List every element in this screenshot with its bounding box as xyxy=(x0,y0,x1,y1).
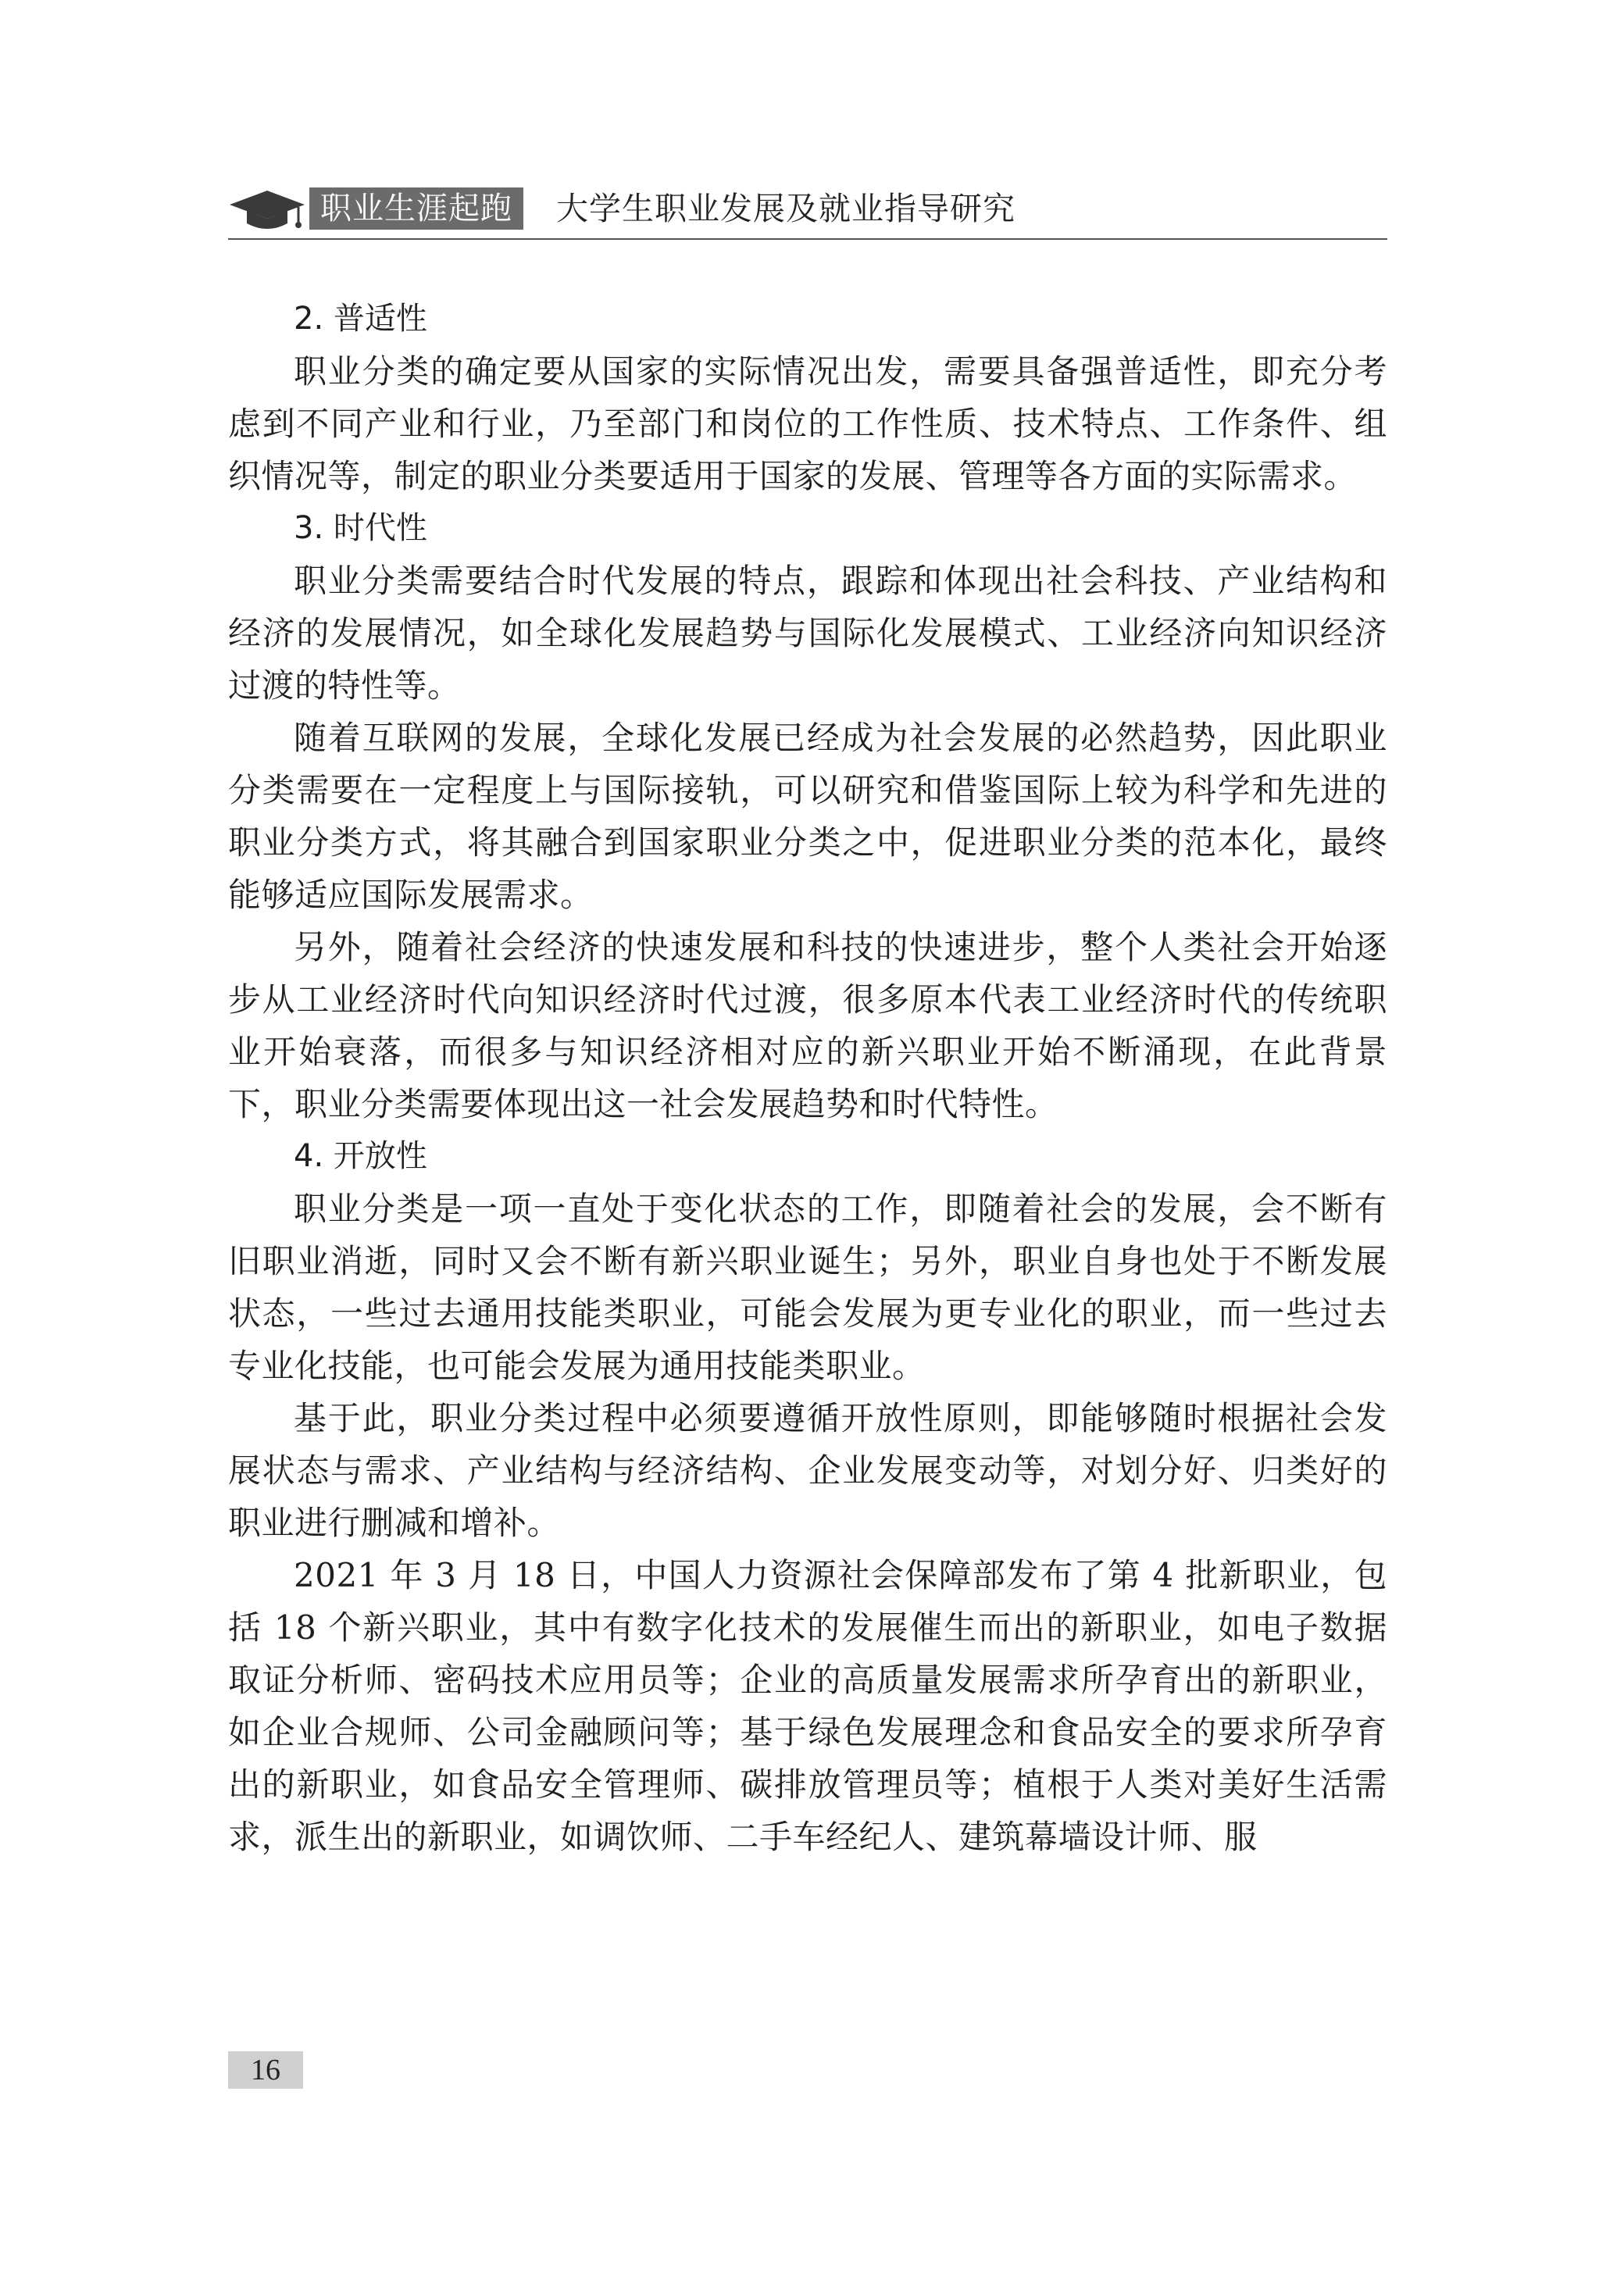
book-title: 大学生职业发展及就业指导研究 xyxy=(556,190,1015,227)
paragraph: 职业分类是一项一直处于变化状态的工作，即随着社会的发展，会不断有旧职业消逝，同时又会不断有新兴职业诞生；另外，职业自身也处于不断发展状态，一些过去通用技能类职业，可能会发展为更专业化的职业，而一些过去专业化技能，也可能会发展为通用技能类职业。 xyxy=(228,1190,1387,1385)
paragraph: 随着互联网的发展，全球化发展已经成为社会发展的必然趋势，因此职业分类需要在一定程度上与国际接轨，可以研究和借鉴国际上较为科学和先进的职业分类方式，将其融合到国家职业分类之中，促进职业分类的范本化，最终能够适应国际发展需求。 xyxy=(228,719,1387,914)
paragraph: 基于此，职业分类过程中必须要遵循开放性原则，即能够随时根据社会发展状态与需求、产业结构与经济结构、企业发展变动等，对划分好、归类好的职业进行删减和增补。 xyxy=(228,1399,1387,1542)
running-header xyxy=(228,181,1387,241)
paragraph: 另外，随着社会经济的快速发展和科技的快速进步，整个人类社会开始逐步从工业经济时代向知识经济时代过渡，很多原本代表工业经济时代的传统职业开始衰落，而很多与知识经济相对应的新兴职业开始不断涌现，在此背景下，职业分类需要体现出这一社会发展趋势和时代特性。 xyxy=(228,928,1387,1123)
paragraph: 职业分类的确定要从国家的实际情况出发，需要具备强普适性，即充分考虑到不同产业和行业，乃至部门和岗位的工作性质、技术特点、工作条件、组织情况等，制定的职业分类要适用于国家的发展、管理等各方面的实际需求。 xyxy=(228,352,1387,495)
section-heading: 4. 开放性 xyxy=(294,1138,427,1174)
page-body xyxy=(228,293,1387,1863)
page-number: 16 xyxy=(228,2051,303,2089)
section-heading: 2. 普适性 xyxy=(294,301,427,337)
paragraph: 职业分类需要结合时代发展的特点，跟踪和体现出社会科技、产业结构和经济的发展情况，如全球化发展趋势与国际化发展模式、工业经济向知识经济过渡的特性等。 xyxy=(228,562,1387,705)
section-heading: 3. 时代性 xyxy=(294,510,427,546)
graduation-cap-icon xyxy=(228,187,306,236)
paragraph: 2021 年 3 月 18 日，中国人力资源社会保障部发布了第 4 批新职业，包括 18 个新兴职业，其中有数字化技术的发展催生而出的新职业，如电子数据取证分析师、密码技术应用员等；企业的高质量发展需求所孕育出的新职业，如企业合规师、公司金融顾问等；基于绿色发展理念和食品安全的要求所孕育出的新职业，如食品安全管理师、碳排放管理员等；植根于人类对美好生活需求，派生出的新职业，如调饮师、二手车经纪人、建筑幕墙设计师、服 xyxy=(228,1556,1387,1856)
header-divider xyxy=(228,238,1387,240)
series-label: 职业生涯起跑 xyxy=(309,187,523,230)
